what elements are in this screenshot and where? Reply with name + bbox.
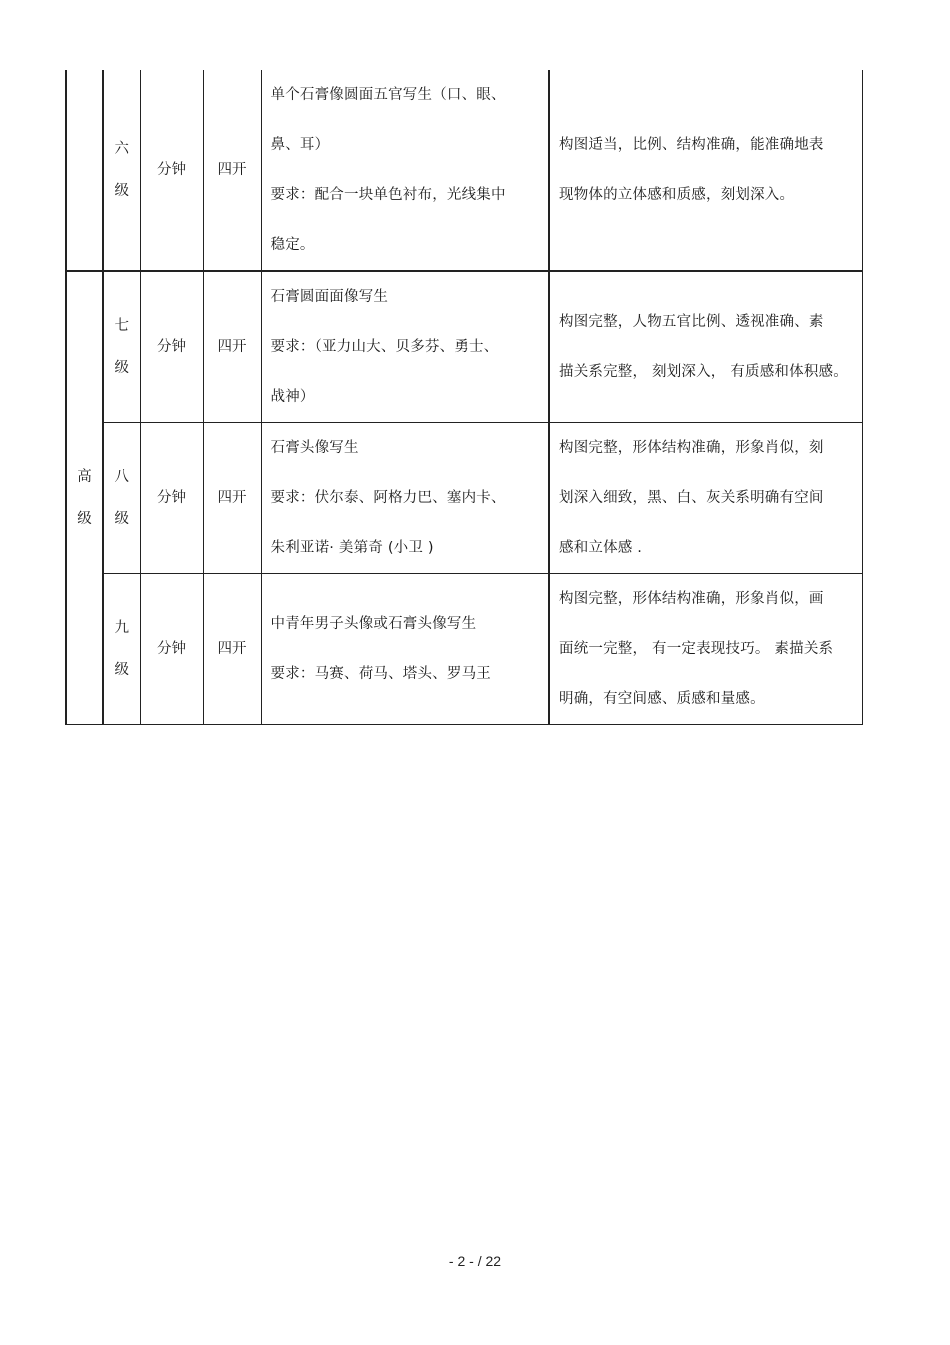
grade-char: 六: [114, 141, 129, 157]
subject-line: 朱利亚诺· 美第奇 (小卫 ): [270, 540, 434, 556]
subject-line: 石膏圆面面像写生: [270, 289, 389, 305]
paper-cell: 四开: [203, 423, 261, 574]
grade-standards-table: [65, 70, 863, 725]
grade-cell: [103, 70, 140, 271]
grade-cell: [103, 423, 140, 574]
table-row: [66, 70, 862, 271]
standard-line: 构图完整，形体结构准确，形象肖似，画: [559, 591, 824, 607]
table-row: [66, 271, 862, 423]
subject-cell: [261, 70, 549, 271]
standard-line: 描关系完整， 刻划深入， 有质感和体积感。: [559, 364, 848, 380]
standard-cell: [549, 70, 862, 271]
level-cell-senior: [66, 271, 103, 725]
grade-cell: [103, 271, 140, 423]
subject-line: 鼻、耳）: [270, 137, 330, 153]
grade-char: 九: [114, 620, 129, 636]
subject-line: 单个石膏像圆面五官写生（口、眼、: [270, 87, 506, 103]
grade-char: 级: [114, 359, 129, 376]
grade-char: 级: [114, 182, 129, 199]
subject-cell: [261, 574, 549, 725]
level-char: 高: [77, 469, 92, 485]
table-row: [66, 423, 862, 574]
paper-cell: 四开: [203, 574, 261, 725]
grade-char: 级: [114, 661, 129, 678]
subject-line: 要求：配合一块单色衬布，光线集中: [270, 187, 506, 203]
standard-line: 构图完整，形体结构准确，形象肖似，刻: [559, 440, 824, 456]
time-cell: 分钟: [140, 574, 203, 725]
level-char: 级: [77, 510, 92, 527]
subject-line: 稳定。: [270, 237, 315, 253]
standard-line: 划深入细致，黑、白、灰关系明确有空间: [559, 490, 824, 506]
standard-cell: [549, 574, 862, 725]
subject-line: 石膏头像写生: [270, 440, 359, 456]
standard-line: 感和立体感 .: [559, 540, 643, 556]
subject-cell: [261, 423, 549, 574]
paper-cell: 四开: [203, 70, 261, 271]
subject-line: 要求：马赛、荷马、塔头、罗马王: [270, 666, 491, 682]
grade-char: 七: [114, 318, 129, 334]
subject-line: 中青年男子头像或石膏头像写生: [270, 616, 477, 632]
standard-line: 面统一完整， 有一定表现技巧。 素描关系: [559, 641, 834, 657]
standard-cell: [549, 423, 862, 574]
grade-cell: [103, 574, 140, 725]
subject-line: 要求：伏尔泰、阿格力巴、塞内卡、: [270, 490, 506, 506]
subject-cell: [261, 271, 549, 423]
standard-line: 构图完整，人物五官比例、透视准确、素: [559, 314, 824, 330]
grade-char: 八: [114, 469, 129, 485]
page-number: - 2 - / 22: [448, 1253, 502, 1269]
subject-line: 战神）: [270, 389, 315, 405]
grade-char: 级: [114, 510, 129, 527]
time-cell: 分钟: [140, 70, 203, 271]
level-cell-empty: [66, 70, 103, 271]
table-row: [66, 574, 862, 725]
paper-cell: 四开: [203, 271, 261, 423]
standard-cell: [549, 271, 862, 423]
subject-line: 要求：（亚力山大、贝多芬、勇士、: [270, 339, 499, 355]
time-cell: 分钟: [140, 271, 203, 423]
standard-line: 明确，有空间感、质感和量感。: [559, 691, 765, 707]
standard-line: 现物体的立体感和质感，刻划深入。: [559, 187, 795, 203]
time-cell: 分钟: [140, 423, 203, 574]
standard-line: 构图适当，比例、结构准确，能准确地表: [559, 137, 824, 153]
